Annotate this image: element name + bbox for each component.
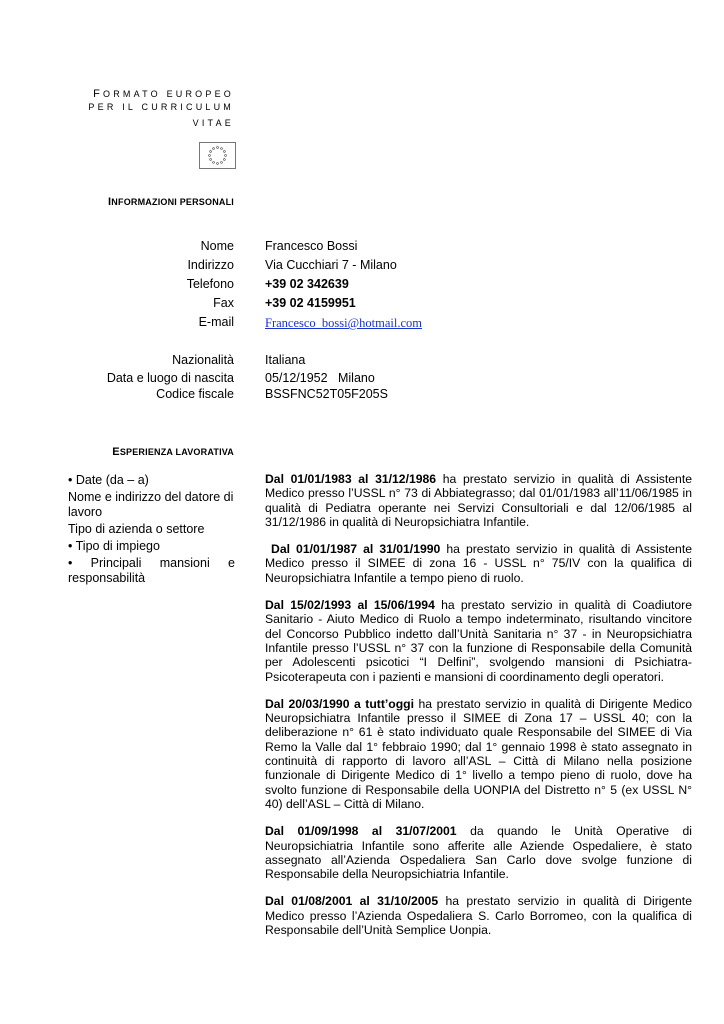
value-nazionalita: Italiana <box>265 353 306 367</box>
value-nome: Francesco Bossi <box>265 239 358 253</box>
section-heading-personal-info: INFORMAZIONI PERSONALI <box>108 196 234 208</box>
experience-entry: Dal 01/01/1987 al 31/01/1990 ha prestato servizio in qualità di Assistente Medico presso il SIMEE di zona 16 - USSL n° 75/IV con la qualifica di Neuropsichiatra Infantile a tempo pieno di ruolo. <box>265 542 692 585</box>
label-mansioni: • Principali mansioni e responsabilità <box>68 556 235 585</box>
label-indirizzo: Indirizzo <box>187 258 234 272</box>
label-datore: Nome e indirizzo del datore di lavoro <box>68 490 234 519</box>
label-nascita: Data e luogo di nascita <box>106 371 234 385</box>
label-date: • Date (da – a) <box>68 473 149 487</box>
email-link[interactable]: Francesco_bossi@hotmail.com <box>265 316 422 330</box>
label-tipo-azienda: Tipo di azienda o settore <box>68 522 205 536</box>
label-email: E-mail <box>198 315 234 329</box>
label-tipo-impiego: • Tipo di impiego <box>68 539 160 553</box>
cv-format-title-line2: PER IL CURRICULUM <box>88 102 234 112</box>
label-codice-fiscale: Codice fiscale <box>156 387 234 401</box>
value-codice-fiscale: BSSFNC52T05F205S <box>265 387 388 401</box>
experience-list <box>265 472 692 950</box>
experience-entry: Dal 20/03/1990 a tutt’oggi ha prestato servizio in qualità di Dirigente Medico Neuropsichiatra Infantile presso il SIMEE di Zona 17 – USSL 40; con la deliberazione n° 61 è stato individuato quale Responsabile del SIMEE di Via Remo la Valle dal 1° febbraio 1990; dal 1° gennaio 1998 è stato assegnato in continuità di rapporto di lavoro all’ASL – Città di Milano nella posizione funzionale di Dirigente Medico di 1° livello a tempo pieno di ruolo, dove ha svolto funzione di Responsabile della UONPIA del Distretto n° 5 (ex USSL N° 40) dell’ASL – Città di Milano. <box>265 696 692 811</box>
label-nome: Nome <box>200 239 234 253</box>
experience-entry: Dal 01/01/1983 al 31/12/1986 ha prestato servizio in qualità di Assistente Medico presso l’USSL n° 73 di Abbiategrasso; dal 01/01/1983 all’11/06/1985 in qualità di Pediatra operante nei Servizi Consultoriali e dal 12/06/1985 al 31/12/1986 in qualità di Neuropsichiatra Infantile. <box>265 472 692 529</box>
cv-format-title-line1: FORMATO EUROPEO <box>93 88 234 100</box>
value-nascita: 05/12/1952 Milano <box>265 371 375 385</box>
value-telefono: +39 02 342639 <box>265 277 349 291</box>
experience-entry: Dal 15/02/1993 al 15/06/1994 ha prestato servizio in qualità di Coadiutore Sanitario - Aiuto Medico di Ruolo a tempo indeterminato, risultando vincitore del Concorso Pubblico indetto dall’Unità Sanitaria n° 37 - in Neuropsichiatra Infantile presso l’USSL n° 37 con la funzione di Responsabile della Comunità per Adolescenti psicotici “I Delfini”, svolgendo mansioni di Psichiatra-Psicoterapeuta con i pazienti e mansioni di coordinamento degli operatori. <box>265 598 692 684</box>
experience-entry: Dal 01/09/1998 al 31/07/2001 da quando le Unità Operative di Neuropsichiatria Infantile sono afferite alle Aziende Ospedaliere, è stato assegnato all’Azienda Ospedaliera San Carlo dove svolge funzione di Responsabile della Neuropsichiatria Infantile. <box>265 824 692 882</box>
value-indirizzo: Via Cucchiari 7 - Milano <box>265 258 397 272</box>
experience-entry: Dal 01/08/2001 al 31/10/2005 ha prestato servizio in qualità di Dirigente Medico presso l’Azienda Ospedaliera S. Carlo Borromeo, con la qualifica di Responsabile dell’Unità Semplice Uonpia. <box>265 894 692 938</box>
cv-format-title-line3: VITAE <box>192 118 234 128</box>
section-heading-work-experience: ESPERIENZA LAVORATIVA <box>112 446 234 458</box>
label-telefono: Telefono <box>186 277 234 291</box>
experience-field-labels <box>68 473 235 588</box>
label-fax: Fax <box>213 296 234 310</box>
value-fax: +39 02 4159951 <box>265 296 356 310</box>
label-nazionalita: Nazionalità <box>172 353 234 367</box>
eu-flag-icon <box>199 142 236 169</box>
